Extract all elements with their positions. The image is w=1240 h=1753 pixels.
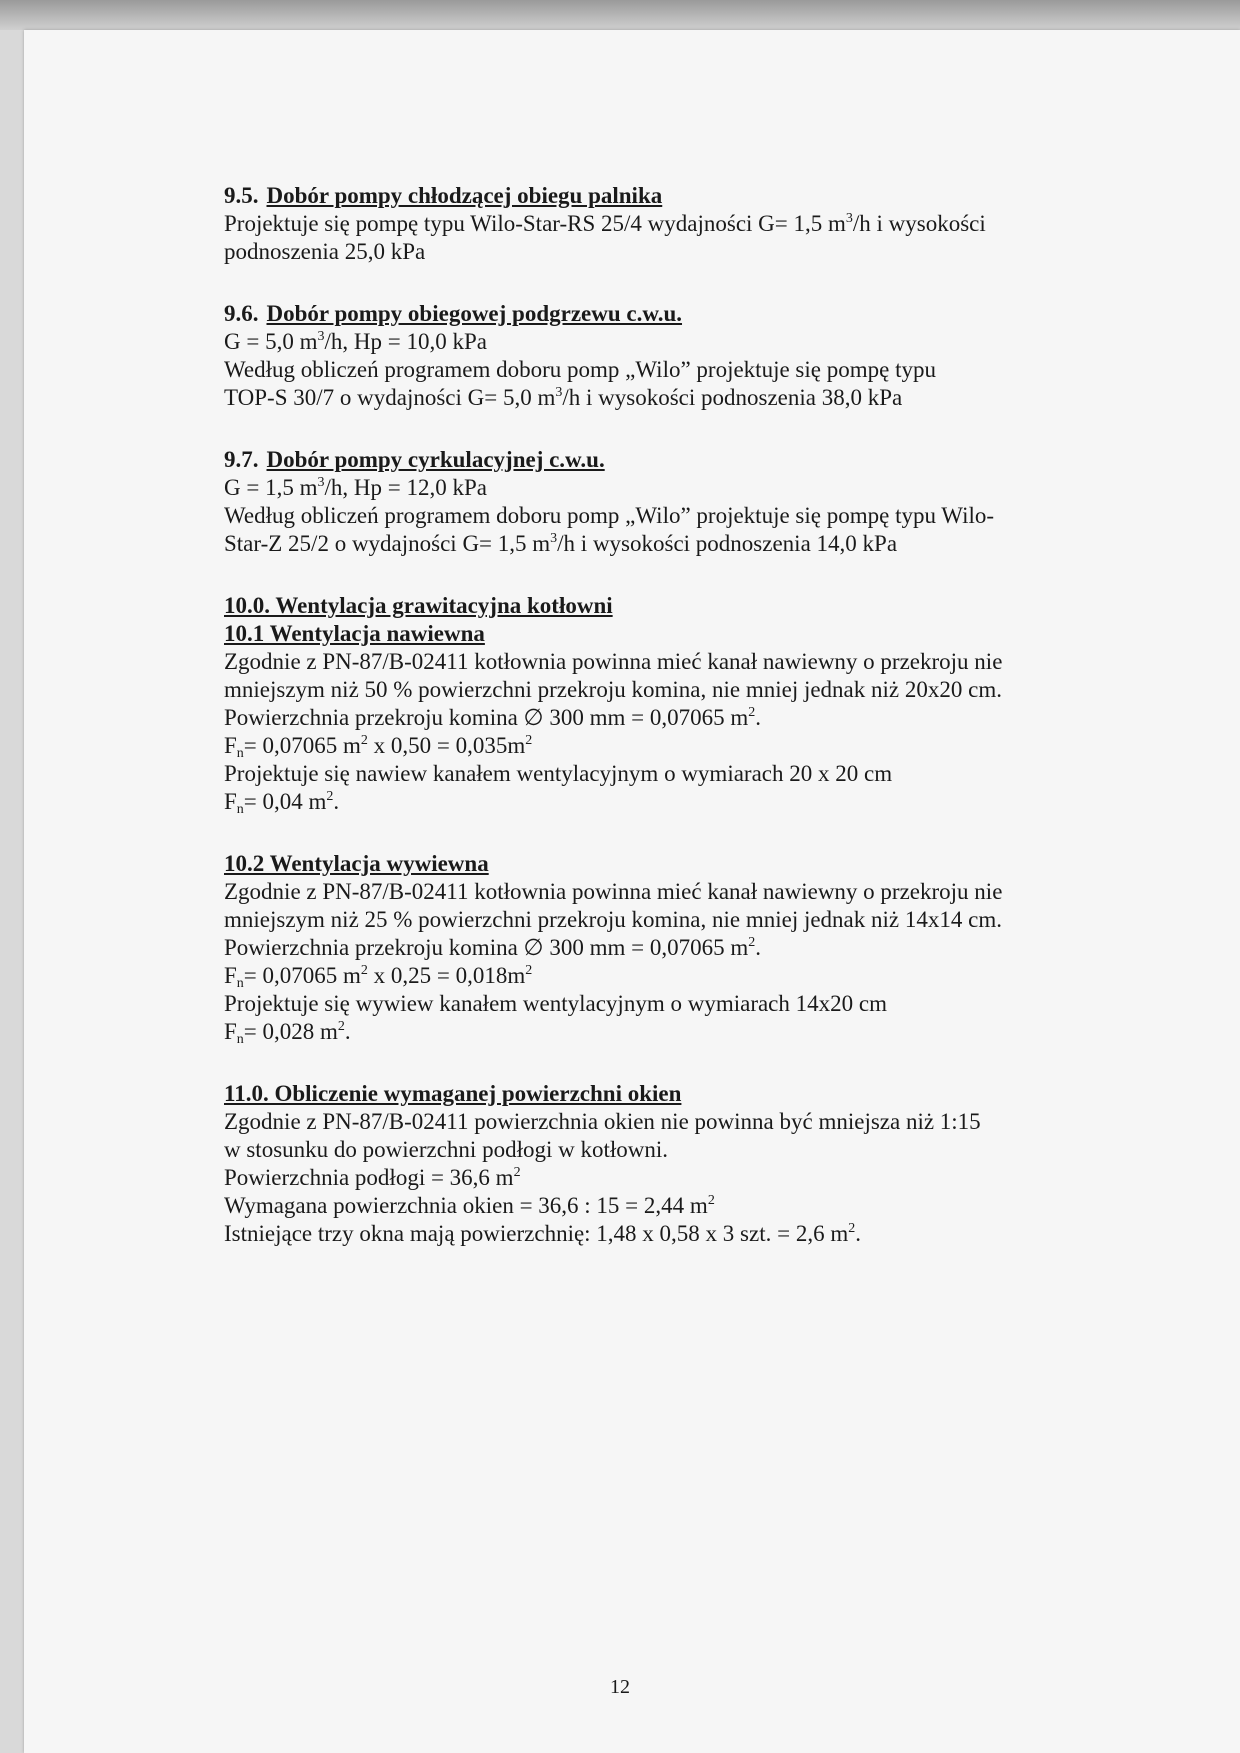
- paragraph-line: Według obliczeń programem doboru pomp „Wilo” projektuje się pompę typu Wilo-: [224, 503, 995, 528]
- paragraph-line: Zgodnie z PN-87/B-02411 kotłownia powinna mieć kanał nawiewny o przekroju nie: [224, 649, 1003, 674]
- paragraph-line: Powierzchnia podłogi = 36,6 $m^2$: [224, 1165, 521, 1190]
- paragraph-line: Projektuje się wywiew kanałem wentylacyjnym o wymiarach 14x20 cm: [224, 991, 887, 1016]
- section-10-0: [224, 592, 1104, 620]
- paragraph-line: mniejszym niż 50 % powierzchni przekroju komina, nie mniej jednak niż 20x20 cm.: [224, 677, 1002, 702]
- paragraph-line: Star-Z 25/2 o wydajności G= 1,5 $m^3/h$ i wysokości podnoszenia 14,0 kPa: [224, 531, 898, 556]
- scan-top-edge: [0, 0, 1240, 30]
- paragraph-line: Powierzchnia przekroju komina ∅ 300 mm = 0,07065 $m^2$.: [224, 935, 761, 960]
- paragraph-line: Zgodnie z PN-87/B-02411 kotłownia powinna mieć kanał nawiewny o przekroju nie: [224, 879, 1003, 904]
- section-9-5: [224, 182, 1104, 266]
- paragraph-line: G = 1,5 $m^3/h$, Hp = 12,0 kPa: [224, 475, 487, 500]
- paragraph-line: mniejszym niż 25 % powierzchni przekroju komina, nie mniej jednak niż 14x14 cm.: [224, 907, 1002, 932]
- paragraph-line: Projektuje się nawiew kanałem wentylacyjnym o wymiarach 20 x 20 cm: [224, 761, 893, 786]
- section-10-2: [224, 850, 1104, 1046]
- paragraph-line: w stosunku do powierzchni podłogi w kotłowni.: [224, 1137, 668, 1162]
- section-heading: 11.0. Obliczenie wymaganej powierzchni okien: [224, 1081, 682, 1106]
- section-heading: 10.2 Wentylacja wywiewna: [224, 851, 489, 876]
- section-heading: 10.0. Wentylacja grawitacyjna kotłowni: [224, 593, 613, 618]
- formula-line: $F_n= 0,04$ $m^2$.: [224, 789, 340, 817]
- section-heading: 9.6. Dobór pompy obiegowej podgrzewu c.w.u.: [224, 301, 683, 326]
- paragraph-line: Istniejące trzy okna mają powierzchnię: 1,48 x 0,58 x 3 szt. = 2,6 $m^2$.: [224, 1221, 861, 1246]
- paragraph-line: Projektuje się pompę typu Wilo-Star-RS 25/4 wydajności G= 1,5 $m^3/h$ i wysokości: [224, 211, 986, 236]
- section-heading: 9.7. Dobór pompy cyrkulacyjnej c.w.u.: [224, 447, 605, 472]
- formula-line: $F_n= 0,07065$ $m^2$ x $0,50 = 0,035m^2$: [224, 733, 533, 761]
- section-heading: 10.1 Wentylacja nawiewna: [224, 621, 485, 646]
- section-10-1: [224, 620, 1104, 816]
- paragraph-line: podnoszenia 25,0 kPa: [224, 239, 426, 264]
- section-9-6: [224, 300, 1104, 412]
- formula-line: $F_n= 0,028$ $m^2$.: [224, 1019, 351, 1047]
- paragraph-line: G = 5,0 $m^3/h$, Hp = 10,0 kPa: [224, 329, 487, 354]
- section-heading: 9.5. Dobór pompy chłodzącej obiegu palnika: [224, 183, 663, 208]
- paragraph-line: Wymagana powierzchnia okien = 36,6 : 15 = 2,44 $m^2$: [224, 1193, 715, 1218]
- paragraph-line: Według obliczeń programem doboru pomp „Wilo” projektuje się pompę typu: [224, 357, 936, 382]
- document-content: [224, 182, 1104, 1282]
- page-number: 12: [610, 1676, 630, 1698]
- paragraph-line: TOP-S 30/7 o wydajności G= 5,0 $m^3/h$ i wysokości podnoszenia 38,0 kPa: [224, 385, 903, 410]
- section-11-0: [224, 1080, 1104, 1248]
- paragraph-line: Zgodnie z PN-87/B-02411 powierzchnia okien nie powinna być mniejsza niż 1:15: [224, 1109, 981, 1134]
- formula-line: $F_n= 0,07065$ $m^2$ x $0,25 = 0,018m^2$: [224, 963, 533, 991]
- section-9-7: [224, 446, 1104, 558]
- paragraph-line: Powierzchnia przekroju komina ∅ 300 mm = 0,07065 $m^2$.: [224, 705, 761, 730]
